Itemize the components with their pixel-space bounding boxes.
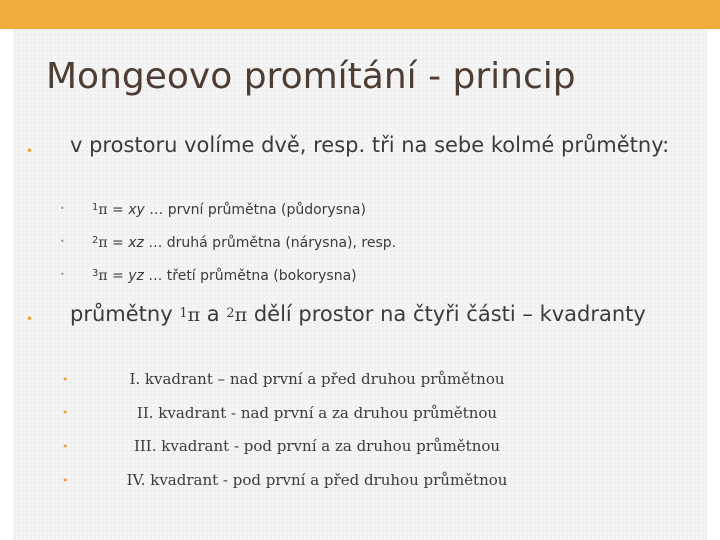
plane-description: … druhá průmětna (nárysna), resp. [148,235,397,251]
bullet-2-tail: dělí prostor na čtyři části – kvadranty [253,302,646,326]
sub-bullet-1-2-marker-icon: • [60,237,65,246]
first-projection-symbol [179,304,200,326]
pi-symbol: π [98,235,108,251]
quadrant-item-1: I. kvadrant – nad první a před druhou průmětnou [129,370,505,388]
bullet-2-lead: průmětny [70,302,173,326]
plane-variables: yz [128,268,144,284]
second-projection-symbol [226,304,247,326]
sub-bullet-2-1-marker-icon: • [62,373,69,386]
plane-description: … třetí průmětna (bokorysna) [148,268,357,284]
sub-bullet-1-3-marker-icon: • [60,270,65,279]
bullet-2-conjunction: a [206,302,220,326]
plane-variables: xy [128,202,145,218]
projection-index: 3 [92,268,99,279]
equals-sign: = [112,268,124,284]
sub-bullet-2-4-marker-icon: • [62,474,69,487]
second-projection-index: 2 [226,306,235,321]
top-accent-bar [0,0,720,29]
plane-description: … první průmětna (půdorysna) [149,202,366,218]
pi-symbol: π [234,304,248,326]
bullet-1-text: v prostoru volíme dvě, resp. tři na sebe kolmé průmětny: [70,133,670,157]
bullet-2-marker-icon: • [26,312,34,326]
sub-bullet-1-3 [92,265,357,285]
sub-bullet-1-1 [92,199,366,219]
sub-bullet-1-2 [92,232,396,252]
sub-bullet-2-2-marker-icon: • [62,406,69,419]
bullet-1-marker-icon: • [26,144,34,158]
first-projection-index: 1 [179,306,188,321]
quadrant-item-4: IV. kvadrant - pod první a před druhou průmětnou [126,471,508,489]
pi-symbol: π [98,268,108,284]
quadrant-item-3: III. kvadrant - pod první a za druhou průmětnou [133,437,501,455]
equals-sign: = [112,235,124,251]
projection-index: 2 [92,235,99,246]
bullet-2-text [70,300,660,329]
plane-variables: xz [128,235,144,251]
quadrant-item-2: II. kvadrant - nad první a za druhou průmětnou [136,404,498,422]
slide-title: Mongeovo promítání - princip [46,56,576,97]
projection-index: 1 [92,202,99,213]
sub-bullet-1-1-marker-icon: • [60,204,65,213]
equals-sign: = [112,202,124,218]
pi-symbol: π [187,304,201,326]
sub-bullet-2-3-marker-icon: • [62,440,69,453]
pi-symbol: π [98,202,108,218]
